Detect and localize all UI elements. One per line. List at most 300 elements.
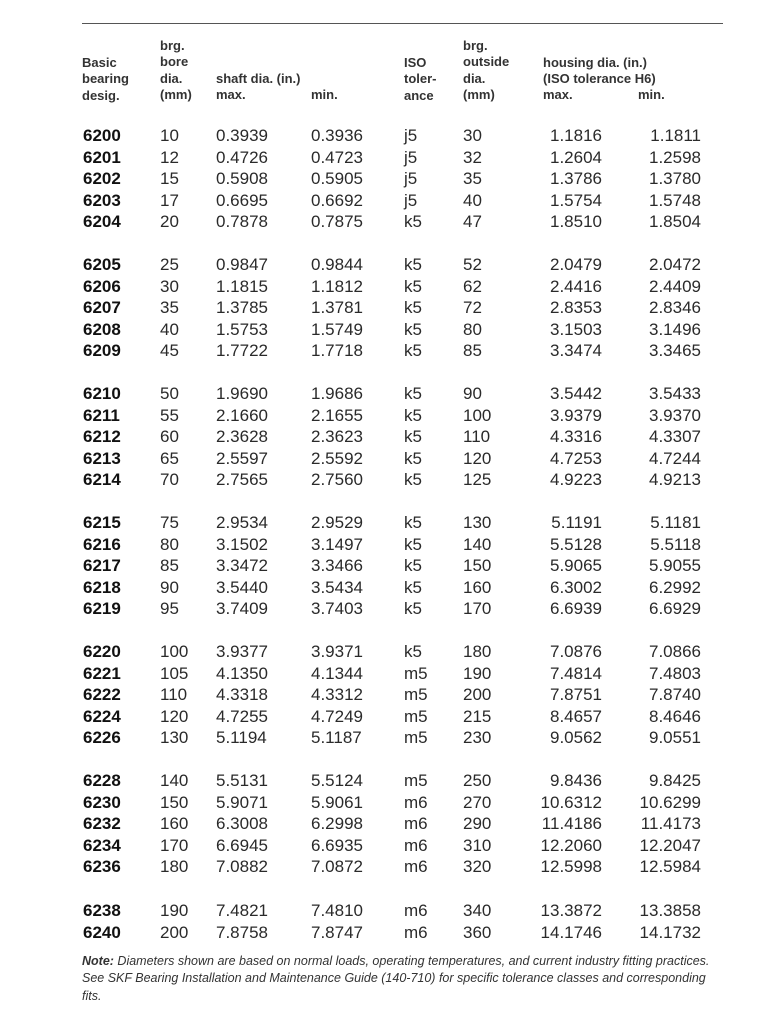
outside-dia-cell: 32 (463, 147, 482, 167)
shaft-min-cell: 4.1344 (311, 663, 363, 683)
bore-dia-cell: 180 (160, 857, 189, 876)
header-shaft-title: shaft dia. (in.) (216, 71, 301, 86)
shaft-max-cell: 0.6695 (216, 190, 268, 210)
shaft-min-cell: 1.9686 (311, 384, 363, 403)
designation-cell: 6200 (83, 126, 121, 145)
designation-cell: 6209 (83, 341, 121, 360)
shaft-max-cell: 0.7878 (216, 212, 268, 231)
designation-cell: 6238 (83, 901, 121, 920)
housing-max-cell: 12.2060 (540, 835, 602, 855)
bore-dia-cell: 120 (160, 706, 189, 726)
outside-dia-cell: 85 (463, 341, 482, 360)
header-housing-max: max. (543, 87, 573, 102)
outside-dia-cell: 100 (463, 405, 492, 425)
housing-max-cell: 14.1746 (540, 922, 602, 942)
shaft-min-cell: 0.3936 (311, 126, 363, 145)
outside-dia-cell: 130 (463, 513, 492, 532)
bore-dia-cell: 70 (160, 470, 179, 489)
shaft-max-cell: 2.1660 (216, 405, 268, 425)
shaft-min-cell: 0.6692 (311, 190, 363, 210)
iso-tolerance-cell: k5 (404, 642, 422, 661)
shaft-max-cell: 3.3472 (216, 556, 268, 575)
outside-dia-cell: 40 (463, 190, 482, 210)
table-row (0, 254, 768, 275)
shaft-min-cell: 5.5124 (311, 771, 363, 790)
bore-dia-cell: 75 (160, 513, 179, 532)
shaft-min-cell: 4.3312 (311, 685, 363, 704)
shaft-min-cell: 2.9529 (311, 513, 363, 532)
shaft-min-cell: 0.7875 (311, 212, 363, 231)
housing-min-cell: 1.2598 (649, 147, 701, 167)
outside-dia-cell: 160 (463, 577, 492, 597)
outside-dia-cell: 110 (463, 427, 491, 446)
table-row (0, 211, 768, 232)
designation-cell: 6216 (83, 534, 121, 554)
bore-dia-cell: 160 (160, 814, 189, 833)
housing-min-cell: 2.4409 (649, 276, 701, 296)
table-row (0, 319, 768, 340)
housing-min-cell: 3.9370 (649, 405, 701, 425)
shaft-max-cell: 5.1194 (216, 728, 267, 747)
housing-max-cell: 3.3474 (550, 341, 602, 360)
shaft-max-cell: 3.9377 (216, 642, 268, 661)
housing-max-cell: 5.5128 (550, 534, 602, 554)
shaft-max-cell: 0.5908 (216, 169, 268, 188)
shaft-min-cell: 6.2998 (311, 814, 363, 833)
outside-dia-cell: 125 (463, 470, 492, 489)
housing-max-cell: 5.9065 (550, 556, 602, 575)
shaft-min-cell: 0.9844 (311, 255, 363, 274)
iso-tolerance-cell: m5 (404, 663, 428, 683)
bore-dia-cell: 65 (160, 448, 179, 468)
housing-max-cell: 7.8751 (550, 685, 602, 704)
bore-dia-cell: 30 (160, 276, 179, 296)
housing-max-cell: 12.5998 (540, 857, 602, 876)
iso-tolerance-cell: m6 (404, 835, 428, 855)
designation-cell: 6211 (83, 405, 120, 425)
housing-min-cell: 1.8504 (649, 212, 701, 231)
table-row (0, 856, 768, 877)
designation-cell: 6208 (83, 319, 121, 339)
outside-dia-cell: 170 (463, 599, 492, 618)
bore-dia-cell: 100 (160, 642, 189, 661)
bore-dia-cell: 50 (160, 384, 179, 403)
shaft-min-cell: 0.4723 (311, 147, 363, 167)
table-row (0, 706, 768, 727)
housing-min-cell: 1.3780 (649, 169, 701, 188)
table-row (0, 663, 768, 684)
outside-dia-cell: 80 (463, 319, 482, 339)
outside-dia-cell: 30 (463, 126, 482, 145)
bore-dia-cell: 110 (160, 685, 188, 704)
top-rule (82, 23, 723, 24)
shaft-max-cell: 2.5597 (216, 448, 268, 468)
shaft-max-cell: 4.1350 (216, 663, 268, 683)
bore-dia-cell: 80 (160, 534, 179, 554)
shaft-max-cell: 1.7722 (216, 341, 268, 360)
housing-min-cell: 5.5118 (650, 534, 701, 554)
shaft-max-cell: 6.6945 (216, 835, 268, 855)
table-row (0, 641, 768, 662)
housing-min-cell: 3.3465 (649, 341, 701, 360)
shaft-max-cell: 2.9534 (216, 513, 268, 532)
table-row (0, 770, 768, 791)
housing-min-cell: 5.1181 (650, 513, 701, 532)
designation-cell: 6240 (83, 922, 121, 942)
iso-tolerance-cell: m5 (404, 771, 428, 790)
iso-tolerance-cell: j5 (404, 126, 418, 145)
outside-dia-cell: 310 (463, 835, 492, 855)
designation-cell: 6215 (83, 513, 121, 532)
table-row (0, 190, 768, 211)
shaft-max-cell: 7.4821 (216, 901, 268, 920)
outside-dia-cell: 320 (463, 857, 492, 876)
housing-min-cell: 14.1732 (639, 922, 701, 942)
shaft-max-cell: 5.5131 (216, 771, 268, 790)
designation-cell: 6224 (83, 706, 121, 726)
table-row (0, 147, 768, 168)
iso-tolerance-cell: k5 (404, 427, 422, 446)
bore-dia-cell: 45 (160, 341, 179, 360)
iso-tolerance-cell: k5 (404, 212, 422, 231)
table-row (0, 534, 768, 555)
housing-max-cell: 3.5442 (550, 384, 602, 403)
housing-max-cell: 6.3002 (550, 577, 602, 597)
table-row (0, 426, 768, 447)
housing-min-cell: 12.2047 (639, 835, 701, 855)
housing-min-cell: 10.6299 (639, 792, 701, 812)
designation-cell: 6213 (83, 448, 121, 468)
housing-min-cell: 3.1496 (649, 319, 701, 339)
table-row (0, 512, 768, 533)
designation-cell: 6230 (83, 792, 121, 812)
bore-dia-cell: 35 (160, 298, 179, 317)
table-row (0, 598, 768, 619)
outside-dia-cell: 120 (463, 448, 492, 468)
table-row (0, 577, 768, 598)
bore-dia-cell: 95 (160, 599, 179, 618)
housing-max-cell: 3.9379 (550, 405, 602, 425)
shaft-max-cell: 0.9847 (216, 255, 268, 274)
iso-tolerance-cell: j5 (404, 169, 418, 188)
outside-dia-cell: 290 (463, 814, 492, 833)
housing-min-cell: 12.5984 (639, 857, 701, 876)
bore-dia-cell: 25 (160, 255, 179, 274)
designation-cell: 6202 (83, 169, 121, 188)
header-housing-title: housing dia. (in.) (ISO tolerance H6) (543, 55, 656, 87)
table-row (0, 900, 768, 921)
housing-max-cell: 3.1503 (550, 319, 602, 339)
shaft-max-cell: 7.8758 (216, 922, 268, 942)
shaft-max-cell: 0.3939 (216, 126, 268, 145)
table-row (0, 792, 768, 813)
designation-cell: 6222 (83, 685, 121, 704)
iso-tolerance-cell: k5 (404, 513, 422, 532)
iso-tolerance-cell: k5 (404, 405, 422, 425)
housing-max-cell: 4.3316 (550, 427, 602, 446)
outside-dia-cell: 360 (463, 922, 492, 942)
outside-dia-cell: 215 (463, 706, 492, 726)
housing-max-cell: 6.6939 (550, 599, 602, 618)
designation-cell: 6232 (83, 814, 121, 833)
shaft-max-cell: 3.1502 (216, 534, 268, 554)
outside-dia-cell: 230 (463, 728, 492, 747)
outside-dia-cell: 62 (463, 276, 482, 296)
table-row (0, 297, 768, 318)
shaft-min-cell: 1.7718 (311, 341, 363, 360)
iso-tolerance-cell: k5 (404, 599, 422, 618)
housing-min-cell: 5.9055 (649, 556, 701, 575)
table-row (0, 727, 768, 748)
table-row (0, 922, 768, 943)
iso-tolerance-cell: m5 (404, 728, 428, 747)
shaft-max-cell: 3.5440 (216, 577, 268, 597)
housing-max-cell: 1.8510 (550, 212, 602, 231)
housing-min-cell: 7.0866 (649, 642, 701, 661)
iso-tolerance-cell: j5 (404, 147, 418, 167)
designation-cell: 6214 (83, 470, 121, 489)
outside-dia-cell: 270 (463, 792, 492, 812)
designation-cell: 6203 (83, 190, 121, 210)
note-text: Diameters shown are based on normal loads, operating temperatures, and current industry fitting practices. See SKF Bearing Installation and Maintenance Guide (140-710) for specific tolerance classes and corresponding fits. (82, 954, 710, 1003)
bore-dia-cell: 12 (160, 147, 179, 167)
housing-min-cell: 9.8425 (649, 771, 701, 790)
iso-tolerance-cell: m5 (404, 685, 428, 704)
housing-min-cell: 1.5748 (649, 190, 701, 210)
designation-cell: 6205 (83, 255, 121, 274)
outside-dia-cell: 72 (463, 298, 482, 317)
table-row (0, 276, 768, 297)
housing-max-cell: 9.0562 (550, 728, 602, 747)
designation-cell: 6217 (83, 556, 121, 575)
shaft-min-cell: 7.0872 (311, 857, 363, 876)
note-label: Note: (82, 954, 114, 968)
shaft-min-cell: 2.3623 (311, 427, 363, 446)
iso-tolerance-cell: k5 (404, 534, 422, 554)
bore-dia-cell: 90 (160, 577, 179, 597)
iso-tolerance-cell: k5 (404, 319, 422, 339)
shaft-min-cell: 1.1812 (311, 276, 363, 296)
bore-dia-cell: 85 (160, 556, 179, 575)
table-row (0, 125, 768, 146)
footnote (82, 953, 722, 1005)
outside-dia-cell: 250 (463, 771, 492, 790)
iso-tolerance-cell: k5 (404, 577, 422, 597)
bore-dia-cell: 140 (160, 771, 189, 790)
iso-tolerance-cell: k5 (404, 448, 422, 468)
housing-min-cell: 6.6929 (649, 599, 701, 618)
housing-min-cell: 4.3307 (649, 427, 701, 446)
shaft-min-cell: 4.7249 (311, 706, 363, 726)
header-shaft-max: max. (216, 87, 246, 102)
header-desig: Basic bearing desig. (82, 55, 129, 103)
shaft-max-cell: 1.3785 (216, 298, 268, 317)
housing-max-cell: 1.5754 (550, 190, 602, 210)
header-outside: brg. outside dia. (mm) (463, 38, 510, 102)
table-row (0, 813, 768, 834)
housing-max-cell: 9.8436 (550, 771, 602, 790)
housing-max-cell: 8.4657 (550, 706, 602, 726)
housing-max-cell: 7.0876 (550, 642, 602, 661)
outside-dia-cell: 47 (463, 212, 482, 231)
table-row (0, 340, 768, 361)
housing-max-cell: 10.6312 (540, 792, 602, 812)
designation-cell: 6212 (83, 427, 121, 446)
bore-dia-cell: 190 (160, 901, 189, 920)
table-row (0, 448, 768, 469)
designation-cell: 6226 (83, 728, 121, 747)
table-row (0, 405, 768, 426)
table-row (0, 684, 768, 705)
designation-cell: 6207 (83, 298, 121, 317)
table-row (0, 168, 768, 189)
designation-cell: 6206 (83, 276, 121, 296)
designation-cell: 6218 (83, 577, 121, 597)
iso-tolerance-cell: m6 (404, 922, 428, 942)
outside-dia-cell: 140 (463, 534, 492, 554)
housing-max-cell: 13.3872 (540, 901, 602, 920)
shaft-min-cell: 0.5905 (311, 169, 363, 188)
iso-tolerance-cell: j5 (404, 190, 418, 210)
iso-tolerance-cell: k5 (404, 341, 422, 360)
designation-cell: 6220 (83, 642, 121, 661)
shaft-min-cell: 6.6935 (311, 835, 363, 855)
housing-max-cell: 7.4814 (550, 663, 602, 683)
shaft-min-cell: 3.3466 (311, 556, 363, 575)
bore-dia-cell: 17 (160, 190, 179, 210)
header-housing-min: min. (638, 87, 665, 102)
bore-dia-cell: 10 (160, 126, 179, 145)
iso-tolerance-cell: k5 (404, 384, 422, 403)
housing-max-cell: 11.4186 (541, 814, 602, 833)
shaft-min-cell: 5.9061 (311, 792, 363, 812)
shaft-min-cell: 3.5434 (311, 577, 363, 597)
shaft-max-cell: 1.9690 (216, 384, 268, 403)
designation-cell: 6228 (83, 771, 121, 790)
shaft-min-cell: 5.1187 (311, 728, 362, 747)
housing-min-cell: 2.8346 (649, 298, 701, 317)
shaft-max-cell: 1.1815 (216, 276, 268, 296)
housing-max-cell: 1.2604 (550, 147, 602, 167)
housing-max-cell: 4.7253 (550, 448, 602, 468)
housing-max-cell: 5.1191 (551, 513, 602, 532)
shaft-max-cell: 3.7409 (216, 599, 268, 618)
housing-min-cell: 1.1811 (650, 126, 701, 145)
housing-min-cell: 8.4646 (649, 706, 701, 726)
housing-min-cell: 6.2992 (649, 577, 701, 597)
iso-tolerance-cell: m6 (404, 814, 428, 833)
bore-dia-cell: 170 (160, 835, 189, 855)
designation-cell: 6234 (83, 835, 121, 855)
housing-min-cell: 3.5433 (649, 384, 701, 403)
shaft-min-cell: 7.4810 (311, 901, 363, 920)
table-row (0, 383, 768, 404)
housing-min-cell: 4.7244 (649, 448, 701, 468)
bore-dia-cell: 60 (160, 427, 179, 446)
designation-cell: 6236 (83, 857, 121, 876)
bore-dia-cell: 15 (160, 169, 179, 188)
iso-tolerance-cell: k5 (404, 298, 422, 317)
shaft-max-cell: 7.0882 (216, 857, 268, 876)
shaft-max-cell: 1.5753 (216, 319, 268, 339)
designation-cell: 6204 (83, 212, 121, 231)
shaft-min-cell: 1.3781 (311, 298, 363, 317)
shaft-max-cell: 4.3318 (216, 685, 268, 704)
shaft-min-cell: 3.7403 (311, 599, 363, 618)
iso-tolerance-cell: k5 (404, 556, 422, 575)
header-iso: ISO toler- ance (404, 55, 437, 103)
iso-tolerance-cell: k5 (404, 470, 422, 489)
iso-tolerance-cell: m6 (404, 792, 428, 812)
shaft-min-cell: 3.1497 (311, 534, 363, 554)
table-row (0, 469, 768, 490)
housing-min-cell: 2.0472 (649, 255, 701, 274)
bore-dia-cell: 150 (160, 792, 189, 812)
housing-max-cell: 1.1816 (550, 126, 602, 145)
shaft-min-cell: 2.1655 (311, 405, 363, 425)
outside-dia-cell: 52 (463, 255, 482, 274)
housing-min-cell: 4.9213 (649, 470, 701, 489)
outside-dia-cell: 150 (463, 556, 492, 575)
housing-max-cell: 2.8353 (550, 298, 602, 317)
designation-cell: 6221 (83, 663, 121, 683)
outside-dia-cell: 35 (463, 169, 482, 188)
outside-dia-cell: 90 (463, 384, 482, 403)
outside-dia-cell: 200 (463, 685, 492, 704)
outside-dia-cell: 180 (463, 642, 492, 661)
outside-dia-cell: 340 (463, 901, 492, 920)
designation-cell: 6219 (83, 599, 121, 618)
iso-tolerance-cell: k5 (404, 276, 422, 296)
designation-cell: 6201 (83, 147, 121, 167)
bore-dia-cell: 200 (160, 922, 189, 942)
shaft-min-cell: 3.9371 (311, 642, 363, 661)
shaft-max-cell: 6.3008 (216, 814, 268, 833)
bore-dia-cell: 105 (160, 663, 189, 683)
shaft-max-cell: 5.9071 (216, 792, 268, 812)
shaft-min-cell: 2.5592 (311, 448, 363, 468)
designation-cell: 6210 (83, 384, 121, 403)
bore-dia-cell: 130 (160, 728, 189, 747)
shaft-min-cell: 1.5749 (311, 319, 363, 339)
shaft-max-cell: 0.4726 (216, 147, 268, 167)
bore-dia-cell: 40 (160, 319, 179, 339)
iso-tolerance-cell: m5 (404, 706, 428, 726)
shaft-max-cell: 4.7255 (216, 706, 268, 726)
table-row (0, 555, 768, 576)
housing-min-cell: 9.0551 (649, 728, 701, 747)
header-shaft-min: min. (311, 87, 338, 102)
housing-max-cell: 2.0479 (550, 255, 602, 274)
shaft-min-cell: 2.7560 (311, 470, 363, 489)
housing-min-cell: 11.4173 (640, 814, 701, 833)
bore-dia-cell: 20 (160, 212, 179, 231)
housing-min-cell: 7.4803 (649, 663, 701, 683)
bore-dia-cell: 55 (160, 405, 179, 425)
housing-min-cell: 13.3858 (639, 901, 701, 920)
iso-tolerance-cell: m6 (404, 901, 428, 920)
shaft-max-cell: 2.3628 (216, 427, 268, 446)
housing-max-cell: 4.9223 (550, 470, 602, 489)
shaft-min-cell: 7.8747 (311, 922, 363, 942)
iso-tolerance-cell: k5 (404, 255, 422, 274)
housing-min-cell: 7.8740 (649, 685, 701, 704)
header-bore: brg. bore dia. (mm) (160, 38, 192, 102)
housing-max-cell: 1.3786 (550, 169, 602, 188)
table-row (0, 835, 768, 856)
outside-dia-cell: 190 (463, 663, 492, 683)
housing-max-cell: 2.4416 (550, 276, 602, 296)
